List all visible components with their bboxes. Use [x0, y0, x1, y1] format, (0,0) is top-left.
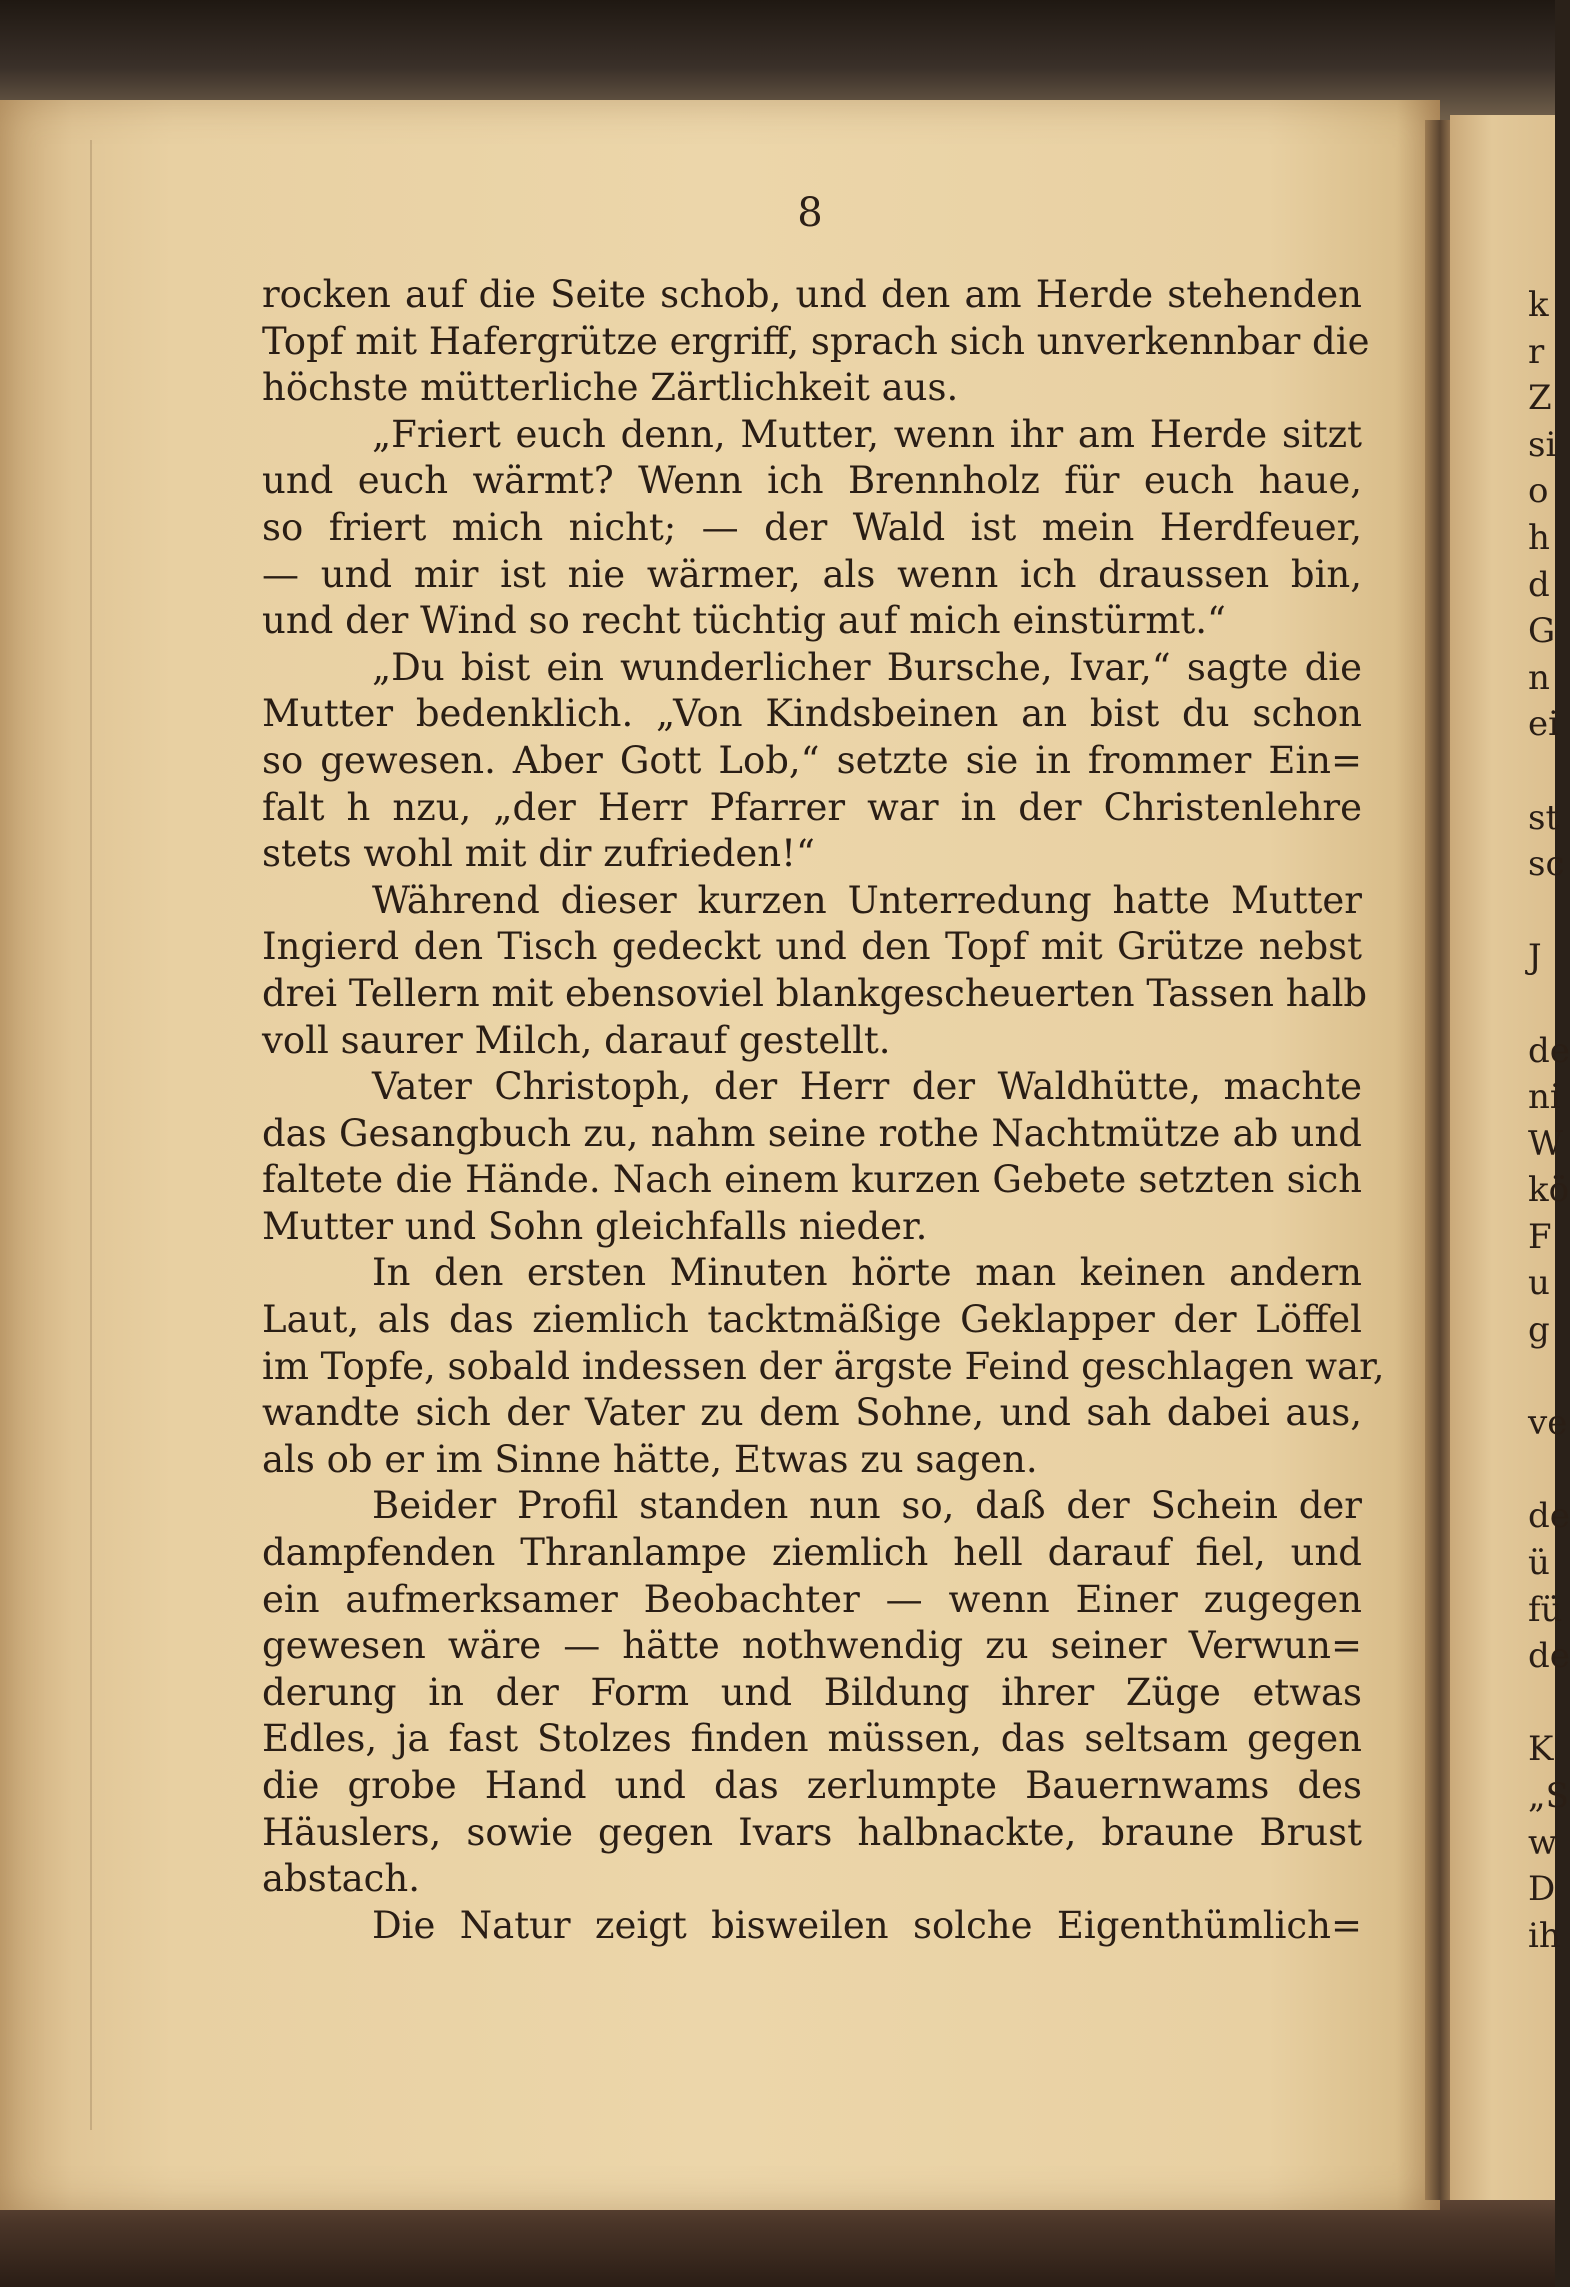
margin-fragment	[1528, 748, 1555, 795]
text-line: Vater Christoph, der Herr der Waldhütte, machte	[372, 1065, 1362, 1109]
text-line: rocken auf die Seite schob, und den am Herde stehenden	[262, 273, 1362, 316]
margin-fragment: Z	[1528, 378, 1552, 419]
text-line: und der Wind so recht tüchtig auf mich einstürmt.“	[262, 599, 1226, 643]
text-line: Mutter und Sohn gleichfalls nieder.	[262, 1204, 928, 1248]
margin-fragment: ei	[1528, 704, 1559, 745]
margin-fragment: st	[1528, 797, 1560, 838]
text-line: dampfenden Thranlampe ziemlich hell darauf fiel, und	[262, 1531, 1362, 1575]
margin-fragment: kö	[1528, 1170, 1570, 1211]
margin-fragment: si	[1528, 424, 1557, 465]
margin-fragment: D	[1528, 1869, 1556, 1910]
text-line: Topf mit Hafergrütze ergriff, sprach sich unverkennbar die	[262, 319, 1370, 363]
text-line: die grobe Hand und das zerlumpte Bauernwams des	[262, 1764, 1362, 1807]
text-line: Mutter bedenklich. „Von Kindsbeinen an bist du schon	[262, 692, 1362, 736]
text-line: als ob er im Sinne hätte, Etwas zu sagen.	[262, 1437, 1038, 1481]
margin-fragment	[1528, 1354, 1555, 1401]
margin-fragment: o	[1528, 471, 1549, 512]
text-line: im Topfe, sobald indessen der ärgste Feind geschlagen war,	[262, 1344, 1385, 1388]
margin-fragment: de	[1528, 1030, 1570, 1071]
margin-fragment: g	[1528, 1310, 1550, 1351]
text-line: Beider Profil standen nun so, daß der Schein der	[372, 1484, 1362, 1528]
text-line: falt h nzu, „der Herr Pfarrer war in der Christenlehre	[262, 785, 1362, 829]
text-line: drei Tellern mit ebensoviel blankgescheuerten Tassen halb	[262, 971, 1368, 1015]
margin-fragment: r	[1528, 331, 1545, 372]
text-line: „Du bist ein wunderlicher Bursche, Ivar,“ sagte die	[372, 645, 1362, 689]
text-line: so friert mich nicht; — der Wald ist mein Herdfeuer,	[262, 505, 1362, 549]
text-line: „Friert euch denn, Mutter, wenn ihr am Herde sitzt	[372, 412, 1362, 456]
margin-fragment: „S	[1528, 1776, 1569, 1816]
text-line: faltete die Hände. Nach einem kurzen Gebete setzten sich	[262, 1158, 1362, 1202]
margin-fragment: de	[1528, 1636, 1570, 1677]
text-line: gewesen wäre — hätte nothwendig zu seiner Verwun=	[262, 1624, 1362, 1668]
margin-fragment	[1528, 981, 1555, 1028]
text-line: Laut, als das ziemlich tacktmäßige Geklapper der Löffel	[262, 1298, 1362, 1342]
margin-fragment: d	[1528, 564, 1550, 605]
text-line: Die Natur zeigt bisweilen solche Eigenthümlich=	[372, 1903, 1362, 1947]
margin-fragment: K	[1528, 1729, 1554, 1770]
text-line: und euch wärmt? Wenn ich Brennholz für euch haue,	[262, 459, 1362, 503]
text-line: — und mir ist nie wärmer, als wenn ich draussen bin,	[262, 552, 1362, 596]
text-line: wandte sich der Vater zu dem Sohne, und sah dabei aus,	[262, 1391, 1362, 1435]
text-line: abstach.	[262, 1857, 420, 1901]
margin-fragment: n	[1528, 657, 1550, 698]
text-line: In den ersten Minuten hörte man keinen andern	[372, 1251, 1362, 1295]
margin-fragment	[1528, 1680, 1555, 1727]
margin-fragment: ü	[1528, 1543, 1550, 1584]
text-line: Während dieser kurzen Unterredung hatte Mutter	[372, 878, 1362, 922]
margin-fragment: ih	[1528, 1915, 1561, 1956]
text-line: voll saurer Milch, darauf gestellt.	[262, 1018, 891, 1062]
margin-fragment: F	[1528, 1216, 1552, 1257]
margin-fragment: J	[1528, 937, 1542, 978]
margin-fragment: fü	[1528, 1589, 1563, 1630]
body-text	[262, 272, 1385, 1949]
adjacent-page-fragments	[1528, 282, 1570, 1959]
margin-fragment	[1528, 1447, 1555, 1494]
text-line: derung in der Form und Bildung ihrer Züge etwas	[262, 1670, 1362, 1714]
margin-fragment: G	[1528, 611, 1556, 652]
text-line: so gewesen. Aber Gott Lob,“ setzte sie in frommer Ein=	[262, 738, 1362, 782]
text-line: höchste mütterliche Zärtlichkeit aus.	[262, 366, 959, 410]
margin-fragment: h	[1528, 517, 1550, 558]
page-number: 8	[797, 190, 823, 236]
text-line: das Gesangbuch zu, nahm seine rothe Nachtmütze ab und	[262, 1111, 1362, 1155]
margin-fragment	[1528, 888, 1555, 935]
margin-fragment: k	[1528, 285, 1549, 325]
margin-fragment: W	[1528, 1123, 1563, 1164]
margin-fragment: ve	[1528, 1403, 1568, 1444]
text-line: Ingierd den Tisch gedeckt und den Topf mit Grütze nebst	[262, 925, 1362, 969]
margin-fragment: ni	[1528, 1077, 1561, 1118]
text-line: stets wohl mit dir zufrieden!“	[262, 832, 815, 876]
text-line: Häuslers, sowie gegen Ivars halbnackte, braune Brust	[262, 1810, 1362, 1854]
margin-fragment: u	[1528, 1263, 1550, 1304]
text-line: Edles, ja fast Stolzes finden müssen, das seltsam gegen	[262, 1717, 1362, 1761]
text-line: ein aufmerksamer Beobachter — wenn Einer zugegen	[262, 1577, 1362, 1621]
margin-fragment: de	[1528, 1496, 1570, 1537]
margin-fragment: sc	[1528, 844, 1565, 885]
margin-fragment: w	[1528, 1822, 1558, 1863]
